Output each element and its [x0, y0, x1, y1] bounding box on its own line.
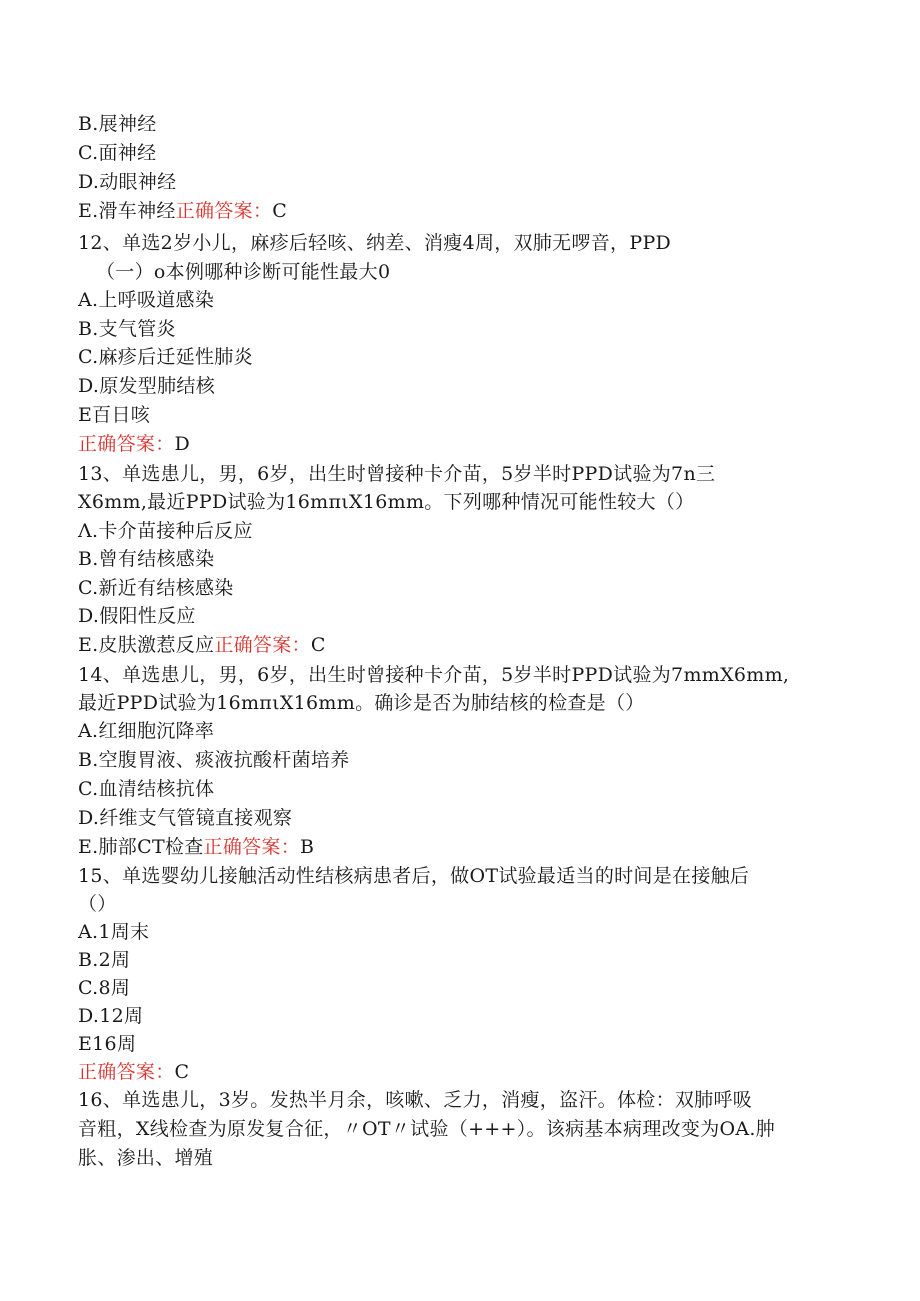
line-text: E.滑车神经 [78, 200, 176, 222]
answer-letter: C [174, 1061, 190, 1083]
option-line [78, 948, 130, 972]
option-line [78, 519, 253, 543]
answer-label: 正确答案： [78, 1061, 175, 1083]
option-line [78, 547, 214, 571]
line-text: 最近PPD试验为16mπιX16mm。确诊是否为肺结核的检查是（） [78, 692, 645, 714]
line-text: C.新近有结核感染 [78, 577, 234, 599]
answer-letter: C [310, 634, 326, 656]
option-line [78, 576, 234, 600]
option-line [78, 719, 214, 743]
option-line [78, 1032, 136, 1056]
line-text: A.红细胞沉降率 [78, 720, 215, 742]
question-line [78, 1088, 752, 1112]
line-text: D.纤维支气管镜直接观察 [78, 807, 293, 829]
line-text: （） [78, 893, 117, 915]
line-text: 13、单选患儿，男，6岁，出生时曾接种卡介苗，5岁半时PPD试验为7n三 [78, 463, 716, 485]
line-text: X6mm,最近PPD试验为16mπιX16mm。下列哪种情况可能性较大（） [78, 491, 695, 513]
answer-letter: D [174, 433, 191, 455]
line-text: D.假阳性反应 [78, 605, 196, 627]
line-text: C.血清结核抗体 [78, 778, 215, 800]
option-line [78, 920, 149, 944]
question-line [78, 1117, 775, 1141]
line-text: B.空腹胃液、痰液抗酸杆菌培养 [78, 749, 350, 771]
line-text: 16、单选患儿，3岁。发热半月余，咳嗽、乏力，消瘦，盗汗。体检：双肺呼吸 [78, 1089, 753, 1111]
line-text: B.曾有结核感染 [78, 548, 215, 570]
option-line [78, 345, 253, 369]
answer-label: 正确答案： [78, 433, 175, 455]
line-text: C.麻疹后迁延性肺炎 [78, 346, 253, 368]
question-line [78, 1146, 213, 1170]
line-text: B.支气管炎 [78, 318, 176, 340]
line-text: E.皮肤激惹反应 [78, 634, 215, 656]
option-line [78, 374, 215, 398]
line-text: A.上呼吸道感染 [78, 289, 215, 311]
line-text: B.展神经 [78, 113, 157, 135]
option-line [78, 976, 130, 1000]
question-line [78, 490, 694, 514]
question-line [78, 864, 749, 888]
option-line [78, 835, 314, 859]
option-line [78, 317, 176, 341]
line-text: 14、单选患儿，男，6岁，出生时曾接种卡介苗，5岁半时PPD试验为7mmX6mm, [78, 664, 790, 686]
option-line [78, 112, 157, 136]
line-text: E百日咳 [78, 404, 151, 426]
line-text: C.8周 [78, 977, 131, 999]
line-text: B.2周 [78, 949, 131, 971]
line-text: 胀、渗出、增殖 [78, 1147, 214, 1169]
question-line [78, 691, 645, 715]
option-line [78, 170, 176, 194]
option-line [78, 403, 150, 427]
answer-letter: C [272, 200, 288, 222]
line-text: A.1周末 [78, 921, 150, 943]
answer-label: 正确答案： [175, 200, 273, 222]
answer-label: 正确答案： [203, 836, 301, 858]
line-text: C.面神经 [78, 142, 157, 164]
line-text: D.12周 [78, 1005, 144, 1027]
answer-label: 正确答案： [214, 634, 311, 656]
line-text: E16周 [78, 1033, 137, 1055]
option-line [78, 141, 156, 165]
line-text: 15、单选婴幼儿接触活动性结核病患者后，做OT试验最适当的时间是在接触后 [78, 865, 750, 887]
question-line [78, 231, 671, 255]
line-text: Λ.卡介苗接种后反应 [78, 520, 253, 542]
answer-letter: B [300, 836, 315, 858]
line-text: E.肺部CT检查 [78, 836, 204, 858]
option-line [78, 806, 292, 830]
option-line [78, 604, 196, 628]
option-line [78, 1004, 143, 1028]
answer-line [78, 1060, 189, 1084]
line-text: （一）o本例哪种诊断可能性最大0 [96, 261, 391, 283]
line-text: 音粗，X线检查为原发复合征，〃OT〃试验（+++）。该病基本病理改变为OA.肿 [78, 1118, 776, 1140]
option-line [78, 288, 214, 312]
question-line [78, 892, 117, 916]
option-line [78, 748, 350, 772]
option-line [78, 199, 287, 223]
line-text: D.动眼神经 [78, 171, 177, 193]
line-text: D.原发型肺结核 [78, 375, 215, 397]
option-line [78, 777, 214, 801]
line-text: 12、单选2岁小儿，麻疹后轻咳、纳差、消瘦4周，双肺无啰音，PPD [78, 232, 672, 254]
question-line [96, 260, 390, 284]
question-line [78, 663, 789, 687]
question-line [78, 462, 715, 486]
answer-line [78, 432, 190, 456]
option-line [78, 633, 326, 657]
